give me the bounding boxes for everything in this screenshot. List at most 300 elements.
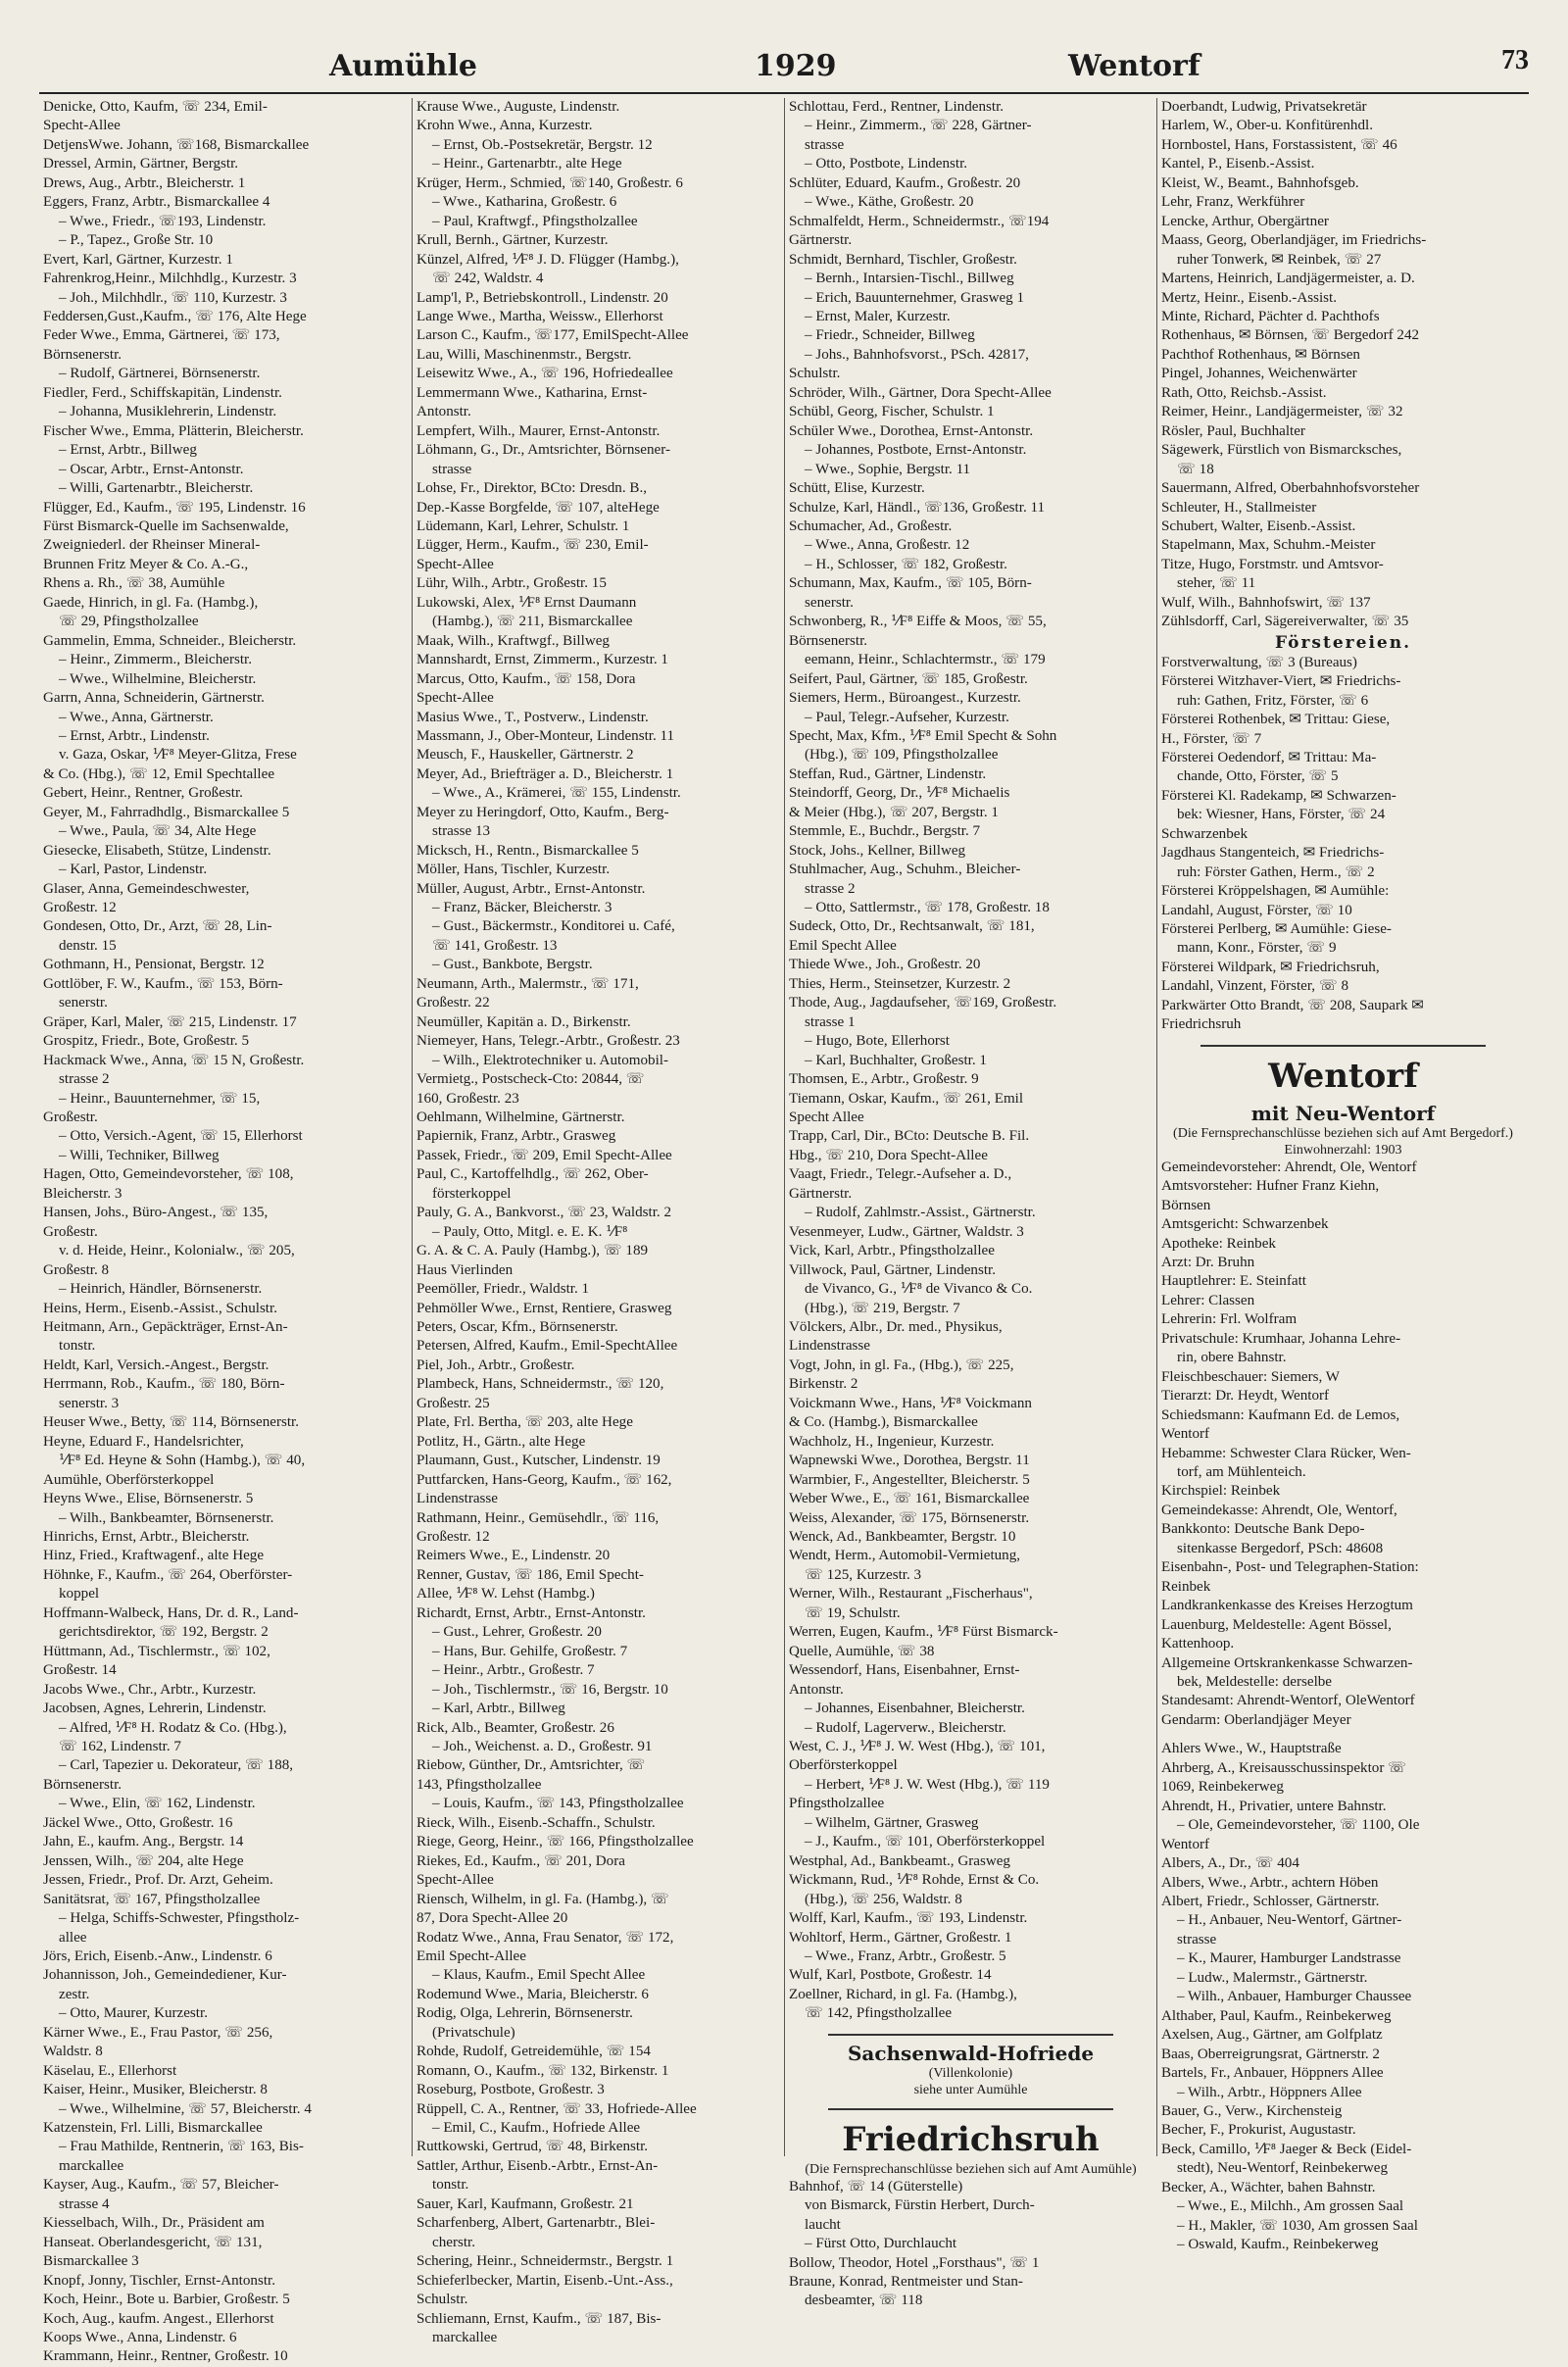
directory-entry: senerstr. 3: [59, 1395, 120, 1411]
directory-entry: Tierarzt: Dr. Heydt, Wentorf: [1161, 1388, 1330, 1405]
directory-entry: Romann, O., Kaufm., ☏ 132, Birkenstr. 1: [416, 2062, 669, 2079]
directory-entry: Sauer, Karl, Kaufmann, Großestr. 21: [416, 2195, 634, 2212]
directory-entry: v. d. Heide, Heinr., Kolonialw., ☏ 205,: [59, 1243, 295, 1259]
directory-entry: Schering, Heinr., Schneidermstr., Bergstr. 1: [416, 2253, 674, 2270]
directory-entry: Wentorf: [1161, 1836, 1210, 1852]
directory-entry: Börnsenerstr.: [789, 632, 868, 649]
directory-entry: DetjensWwe. Johann, ☏168, Bismarckallee: [43, 136, 310, 153]
directory-entry: Käselau, E., Ellerhorst: [43, 2062, 177, 2079]
directory-entry: – Karl, Arbtr., Billweg: [432, 1701, 565, 1717]
directory-entry: Antonstr.: [416, 404, 471, 420]
directory-entry: Reinbek: [1161, 1578, 1211, 1595]
directory-entry: – Johanna, Musiklehrerin, Lindenstr.: [59, 404, 277, 420]
directory-entry: Specht-Allee: [416, 690, 494, 707]
directory-entry: denstr. 15: [59, 937, 117, 954]
directory-entry: & Co. (Hbg.), ☏ 12, Emil Spechtallee: [43, 765, 275, 782]
directory-entry: Lühr, Wilh., Arbtr., Großestr. 15: [416, 575, 607, 592]
directory-entry: försterkoppel: [432, 1185, 512, 1202]
directory-entry: – Wwe., Katharina, Großestr. 6: [432, 194, 617, 211]
directory-entry: Kaiser, Heinr., Musiker, Bleicherstr. 8: [43, 2082, 268, 2098]
directory-entry: West, C. J., ⅟F⁸ J. W. West (Hbg.), ☏ 101,: [789, 1738, 1046, 1754]
directory-entry: Lempfert, Wilh., Maurer, Ernst-Antonstr.: [416, 422, 661, 439]
directory-entry: – Rudolf, Gärtnerei, Börnsenerstr.: [59, 366, 261, 382]
directory-entry: Specht, Max, Kfm., ⅟F⁸ Emil Specht & Sohn: [789, 727, 1057, 744]
directory-entry: Hornbostel, Hans, Forstassistent, ☏ 46: [1161, 136, 1397, 153]
directory-entry: Meyer, Ad., Briefträger a. D., Bleicherstr. 1: [416, 765, 674, 782]
section-title-friedrichsruh: Friedrichsruh: [842, 2119, 1100, 2159]
directory-entry: Kattenhoop.: [1161, 1636, 1235, 1652]
directory-entry: Krohn Wwe., Anna, Kurzestr.: [416, 118, 593, 134]
directory-entry: Plate, Frl. Bertha, ☏ 203, alte Hege: [416, 1414, 633, 1431]
directory-entry: steher, ☏ 11: [1177, 575, 1256, 592]
directory-entry: Löhmann, G., Dr., Amtsrichter, Börnsener-: [416, 442, 670, 459]
directory-entry: Thies, Herm., Steinsetzer, Kurzestr. 2: [789, 975, 1011, 992]
directory-entry: ☏ 29, Pfingstholzallee: [59, 614, 199, 630]
directory-entry: Rüppell, C. A., Rentner, ☏ 33, Hofriede-Allee: [416, 2100, 697, 2117]
directory-entry: Quelle, Aumühle, ☏ 38: [789, 1643, 935, 1659]
directory-entry: – Gust., Bankbote, Bergstr.: [432, 957, 593, 973]
directory-entry: Ahrendt, H., Privatier, untere Bahnstr.: [1161, 1798, 1387, 1814]
directory-entry: Werren, Eugen, Kaufm., ⅟F⁸ Fürst Bismarck-: [789, 1624, 1058, 1641]
directory-entry: Minte, Richard, Pächter d. Pachthofs: [1161, 308, 1380, 324]
directory-entry: Ruttkowski, Gertrud, ☏ 48, Birkenstr.: [416, 2139, 649, 2155]
directory-entry: Emil Specht Allee: [789, 937, 897, 954]
directory-entry: Scharfenberg, Albert, Gartenarbtr., Blei-: [416, 2215, 656, 2232]
directory-entry: (Hbg.), ☏ 256, Waldstr. 8: [805, 1891, 962, 1907]
directory-entry: Wickmann, Rud., ⅟F⁸ Rohde, Ernst & Co.: [789, 1872, 1040, 1889]
directory-entry: Schwonberg, R., ⅟F⁸ Eiffe & Moos, ☏ 55,: [789, 614, 1047, 630]
directory-entry: – Gust., Lehrer, Großestr. 20: [432, 1624, 602, 1641]
directory-entry: Schlüter, Eduard, Kaufm., Großestr. 20: [789, 174, 1021, 191]
section-note-friedrichsruh: (Die Fernsprechanschlüsse beziehen sich auf Amt Aumühle): [805, 2161, 1137, 2177]
directory-entry: Specht-Allee: [416, 556, 494, 572]
directory-entry: – Ernst, Ob.-Postsekretär, Bergstr. 12: [432, 136, 653, 153]
directory-entry: Krüger, Herm., Schmied, ☏140, Großestr. 6: [416, 174, 683, 191]
directory-entry: bek: Wiesner, Hans, Förster, ☏ 24: [1177, 807, 1386, 823]
directory-entry: Passek, Friedr., ☏ 209, Emil Specht-Allee: [416, 1147, 672, 1163]
directory-entry: Jacobsen, Agnes, Lehrerin, Lindenstr.: [43, 1701, 267, 1717]
directory-entry: Arzt: Dr. Bruhn: [1161, 1255, 1255, 1271]
directory-entry: tonstr.: [432, 2177, 469, 2194]
directory-entry: zestr.: [59, 1986, 90, 2002]
directory-entry: (Privatschule): [432, 2024, 515, 2041]
directory-entry: Kirchspiel: Reinbek: [1161, 1483, 1281, 1500]
directory-entry: Wentorf: [1161, 1426, 1210, 1443]
section-title-sachsenwald: Sachsenwald-Hofriede: [847, 2041, 1095, 2065]
directory-entry: – Oscar, Arbtr., Ernst-Antonstr.: [59, 461, 244, 477]
directory-entry: Gemeindevorsteher: Ahrendt, Ole, Wentorf: [1161, 1159, 1417, 1175]
directory-entry: gerichtsdirektor, ☏ 192, Bergstr. 2: [59, 1624, 269, 1641]
directory-entry: – Wwe., A., Krämerei, ☏ 155, Lindenstr.: [432, 785, 681, 802]
directory-entry: Steffan, Rud., Gärtner, Lindenstr.: [789, 765, 987, 782]
directory-entry: Hebamme: Schwester Clara Rücker, Wen-: [1161, 1445, 1411, 1461]
directory-entry: – Friedr., Schneider, Billweg: [805, 327, 975, 344]
directory-entry: Großestr. 22: [416, 995, 490, 1011]
directory-entry: Rathmann, Heinr., Gemüsehdlr., ☏ 116,: [416, 1509, 660, 1526]
directory-entry: Landahl, August, Förster, ☏ 10: [1161, 902, 1352, 918]
directory-entry: Micksch, H., Rentn., Bismarckallee 5: [416, 842, 639, 859]
directory-entry: Großestr. 12: [43, 900, 117, 916]
directory-entry: – Wwe., Anna, Gärtnerstr.: [59, 709, 214, 725]
directory-entry: Lauenburg, Meldestelle: Agent Bössel,: [1161, 1616, 1392, 1633]
section-divider: [828, 2034, 1113, 2036]
directory-entry: Maak, Wilh., Kraftwgf., Billweg: [416, 632, 610, 649]
directory-entry: Rath, Otto, Reichsb.-Assist.: [1161, 384, 1327, 401]
directory-entry: rin, obere Bahnstr.: [1177, 1350, 1287, 1366]
directory-entry: Zoellner, Richard, in gl. Fa. (Hambg.),: [789, 1986, 1017, 2002]
directory-entry: – Wwe., E., Milchh., Am grossen Saal: [1177, 2198, 1404, 2215]
directory-entry: Vermietg., Postscheck-Cto: 20844, ☏: [416, 1071, 645, 1088]
directory-entry: strasse: [1177, 1931, 1217, 1948]
directory-entry: Emil Specht-Allee: [416, 1948, 526, 1964]
directory-entry: Hansen, Johs., Büro-Angest., ☏ 135,: [43, 1205, 269, 1221]
directory-entry: ☏ 19, Schulstr.: [805, 1604, 901, 1621]
directory-entry: ☏ 141, Großestr. 13: [432, 937, 558, 954]
directory-entry: Schumacher, Ad., Großestr.: [789, 518, 953, 534]
directory-entry: ☏ 18: [1177, 461, 1214, 477]
directory-entry: Großestr.: [43, 1223, 98, 1240]
column-4: [1156, 98, 1529, 2253]
directory-entry: Bankkonto: Deutsche Bank Depo-: [1161, 1521, 1365, 1538]
directory-entry: Massmann, J., Ober-Monteur, Lindenstr. 11: [416, 727, 675, 744]
directory-entry: Schulze, Karl, Händl., ☏136, Großestr. 11: [789, 499, 1046, 516]
directory-entry: Riensch, Wilhelm, in gl. Fa. (Hambg.), ☏: [416, 1891, 669, 1907]
directory-entry: – Joh., Weichenst. a. D., Großestr. 91: [432, 1738, 653, 1754]
directory-entry: – H., Anbauer, Neu-Wentorf, Gärtner-: [1177, 1912, 1402, 1929]
directory-entry: – Willi, Techniker, Billweg: [59, 1147, 220, 1163]
directory-entry: Vesenmeyer, Ludw., Gärtner, Waldstr. 3: [789, 1223, 1024, 1240]
directory-entry: Jörs, Erich, Eisenb.-Anw., Lindenstr. 6: [43, 1948, 272, 1964]
directory-entry: Flügger, Ed., Kaufm., ☏ 195, Lindenstr. 16: [43, 499, 306, 516]
directory-entry: – Wwe., Wilhelmine, ☏ 57, Bleicherstr. 4: [59, 2100, 312, 2117]
directory-entry: Standesamt: Ahrendt-Wentorf, OleWentorf: [1161, 1693, 1415, 1709]
directory-entry: Koops Wwe., Anna, Lindenstr. 6: [43, 2330, 237, 2346]
directory-entry: Axelsen, Aug., Gärtner, am Golfplatz: [1161, 2027, 1383, 2044]
directory-entry: Gärtnerstr.: [789, 1185, 853, 1202]
directory-entry: Zweigniederl. der Rheinser Mineral-: [43, 537, 261, 554]
directory-entry: 87, Dora Specht-Allee 20: [416, 1910, 568, 1927]
directory-entry: Rodatz Wwe., Anna, Frau Senator, ☏ 172,: [416, 1929, 674, 1946]
directory-entry: Larson C., Kaufm., ☏177, EmilSpecht-Allee: [416, 327, 689, 344]
directory-entry: Weber Wwe., E., ☏ 161, Bismarckallee: [789, 1491, 1030, 1507]
directory-entry: Schieferlbecker, Martin, Eisenb.-Unt.-Ass.,: [416, 2272, 673, 2289]
directory-entry: Völckers, Albr., Dr. med., Physikus,: [789, 1319, 1003, 1335]
directory-entry: Lohse, Fr., Direktor, BCto: Dresdn. B.,: [416, 480, 648, 497]
directory-entry: Wessendorf, Hans, Eisenbahner, Ernst-: [789, 1662, 1020, 1679]
directory-entry: Stemmle, E., Buchdr., Bergstr. 7: [789, 823, 981, 840]
directory-entry: Sudeck, Otto, Dr., Rechtsanwalt, ☏ 181,: [789, 918, 1035, 935]
section-title-wentorf: Wentorf: [1268, 1056, 1418, 1096]
directory-entry: 160, Großestr. 23: [416, 1090, 519, 1107]
directory-entry: – Heinr., Gartenarbtr., alte Hege: [432, 156, 622, 173]
directory-entry: – Ole, Gemeindevorsteher, ☏ 1100, Ole: [1177, 1817, 1420, 1834]
directory-entry: bek, Meldestelle: derselbe: [1177, 1673, 1333, 1690]
directory-entry: Schulstr.: [789, 366, 841, 382]
directory-entry: Koch, Aug., kaufm. Angest., Ellerhorst: [43, 2310, 274, 2327]
directory-entry: Specht-Allee: [416, 1872, 494, 1889]
directory-entry: Landahl, Vinzent, Förster, ☏ 8: [1161, 978, 1349, 995]
directory-entry: Feddersen,Gust.,Kaufm., ☏ 176, Alte Hege: [43, 308, 307, 324]
directory-entry: Wenck, Ad., Bankbeamter, Bergstr. 10: [789, 1528, 1016, 1545]
directory-entry: Sanitätsrat, ☏ 167, Pfingstholzallee: [43, 1891, 261, 1907]
directory-entry: Dressel, Armin, Gärtner, Bergstr.: [43, 156, 239, 173]
directory-entry: Werner, Wilh., Restaurant „Fischerhaus",: [789, 1586, 1033, 1603]
directory-entry: Großestr. 12: [416, 1528, 490, 1545]
directory-entry: Schüler Wwe., Dorothea, Ernst-Antonstr.: [789, 422, 1034, 439]
directory-entry: & Co. (Hambg.), Bismarckallee: [789, 1414, 978, 1431]
directory-entry: Großestr. 8: [43, 1261, 110, 1278]
directory-entry: – Willi, Gartenarbtr., Bleicherstr.: [59, 480, 254, 497]
header-left-placename: Aumühle: [329, 49, 477, 83]
directory-entry: Lüdemann, Karl, Lehrer, Schulstr. 1: [416, 518, 630, 534]
directory-entry: Schulstr.: [416, 2292, 468, 2308]
directory-entry: – Paul, Telegr.-Aufseher, Kurzestr.: [805, 709, 1009, 725]
directory-entry: de Vivanco, G., ⅟F⁸ de Vivanco & Co.: [805, 1281, 1033, 1298]
directory-entry: Großestr.: [43, 1110, 98, 1126]
directory-entry: Geyer, M., Fahrradhdlg., Bismarckallee 5: [43, 804, 290, 820]
directory-entry: – Frau Mathilde, Rentnerin, ☏ 163, Bis-: [59, 2139, 304, 2155]
directory-entry: Denicke, Otto, Kaufm, ☏ 234, Emil-: [43, 99, 268, 115]
directory-entry: Hoffmann-Walbeck, Hans, Dr. d. R., Land-: [43, 1604, 299, 1621]
directory-entry: ☏ 162, Lindenstr. 7: [59, 1738, 181, 1754]
directory-entry: Gemeindekasse: Ahrendt, Ole, Wentorf,: [1161, 1502, 1397, 1518]
directory-entry: Weiss, Alexander, ☏ 175, Börnsenerstr.: [789, 1509, 1030, 1526]
directory-entry: – Klaus, Kaufm., Emil Specht Allee: [432, 1967, 646, 1984]
directory-entry: – Pauly, Otto, Mitgl. e. E. K. ⅟F⁸: [432, 1223, 628, 1240]
directory-entry: Krull, Bernh., Gärtner, Kurzestr.: [416, 232, 609, 249]
directory-entry: Jahn, E., kaufm. Ang., Bergstr. 14: [43, 1834, 244, 1850]
directory-entry: strasse: [432, 461, 472, 477]
column-3-entries: [789, 98, 1152, 2024]
directory-entry: Apotheke: Reinbek: [1161, 1235, 1276, 1252]
directory-entry: Vogt, John, in gl. Fa., (Hbg.), ☏ 225,: [789, 1356, 1014, 1373]
directory-entry: – Wwe., Käthe, Großestr. 20: [805, 194, 974, 211]
directory-entry: – Wwe., Wilhelmine, Bleicherstr.: [59, 670, 257, 687]
directory-entry: – Ernst, Arbtr., Lindenstr.: [59, 727, 210, 744]
directory-entry: Sattler, Arthur, Eisenb.-Arbtr., Ernst-An-: [416, 2157, 659, 2174]
directory-entry: Gammelin, Emma, Schneider., Bleicherstr.: [43, 632, 297, 649]
directory-entry: Aumühle, Oberförsterkoppel: [43, 1471, 215, 1488]
directory-entry: Herrmann, Rob., Kaufm., ☏ 180, Börn-: [43, 1376, 285, 1393]
directory-entry: Piel, Joh., Arbtr., Großestr.: [416, 1356, 575, 1373]
directory-entry: Harlem, W., Ober-u. Konfitürenhdl.: [1161, 118, 1373, 134]
directory-entry: Baas, Oberreigrungsrat, Gärtnerstr. 2: [1161, 2046, 1380, 2062]
directory-entry: – Ernst, Maler, Kurzestr.: [805, 308, 951, 324]
directory-entry: Jäckel Wwe., Otto, Großestr. 16: [43, 1814, 233, 1831]
directory-entry: Oehlmann, Wilhelmine, Gärtnerstr.: [416, 1110, 625, 1126]
directory-entry: Parkwärter Otto Brandt, ☏ 208, Saupark ✉: [1161, 997, 1424, 1013]
directory-entry: Meyer zu Heringdorf, Otto, Kaufm., Berg-: [416, 804, 669, 820]
directory-entry: Ahlers Wwe., W., Hauptstraße: [1161, 1741, 1342, 1757]
directory-entry: Rhens a. Rh., ☏ 38, Aumühle: [43, 575, 225, 592]
directory-entry: – Herbert, ⅟F⁸ J. W. West (Hbg.), ☏ 119: [805, 1776, 1050, 1793]
directory-entry: Vaagt, Friedr., Telegr.-Aufseher a. D.,: [789, 1166, 1012, 1183]
directory-entry: – Rudolf, Zahlmstr.-Assist., Gärtnerstr.: [805, 1205, 1036, 1221]
directory-entry: – Ludw., Malermstr., Gärtnerstr.: [1177, 1969, 1368, 1986]
directory-entry: Lehr, Franz, Werkführer: [1161, 194, 1305, 211]
directory-entry: Privatschule: Krumhaar, Johanna Lehre-: [1161, 1330, 1401, 1347]
directory-entry: – Wilh., Arbtr., Höppners Allee: [1177, 2084, 1362, 2100]
directory-entry: Ahrberg, A., Kreisausschussinspektor ☏: [1161, 1759, 1407, 1776]
directory-entry: Hüttmann, Ad., Tischlermstr., ☏ 102,: [43, 1643, 270, 1659]
directory-entry: Gaede, Hinrich, in gl. Fa. (Hambg.),: [43, 594, 259, 611]
directory-entry: eemann, Heinr., Schlachtermstr., ☏ 179: [805, 652, 1046, 668]
columns: [39, 98, 1529, 2365]
section-divider: [1200, 1045, 1486, 1047]
directory-entry: strasse 4: [59, 2195, 110, 2212]
column-2: [412, 98, 784, 2346]
directory-entry: Bartels, Fr., Anbauer, Höppners Allee: [1161, 2065, 1384, 2082]
directory-entry: ☏ 125, Kurzestr. 3: [805, 1566, 922, 1583]
directory-entry: sitenkasse Bergedorf, PSch: 48608: [1177, 1540, 1384, 1556]
section-note-sachsenwald: siehe unter Aumühle: [913, 2082, 1028, 2097]
directory-entry: Trapp, Carl, Dir., BCto: Deutsche B. Fil.: [789, 1128, 1030, 1145]
directory-entry: ruh: Förster Gathen, Herm., ☏ 2: [1177, 863, 1375, 880]
directory-entry: Vick, Karl, Arbtr., Pfingstholzallee: [789, 1243, 995, 1259]
directory-entry: ruher Tonwerk, ✉ Reinbek, ☏ 27: [1177, 251, 1382, 268]
directory-entry: Heyne, Eduard F., Handelsrichter,: [43, 1433, 244, 1450]
directory-entry: Petersen, Alfred, Kaufm., Emil-SpechtAllee: [416, 1338, 678, 1355]
directory-entry: marckallee: [59, 2157, 124, 2174]
directory-entry: Richardt, Ernst, Arbtr., Ernst-Antonstr.: [416, 1604, 646, 1621]
directory-entry: 1069, Reinbekerweg: [1161, 1779, 1284, 1796]
directory-entry: – Heinr., Zimmerm., Bleicherstr.: [59, 652, 253, 668]
directory-entry: Bollow, Theodor, Hotel „Forsthaus", ☏ 1: [789, 2254, 1040, 2271]
directory-entry: Schütt, Elise, Kurzestr.: [789, 480, 925, 497]
friedrichsruh-entries: [789, 2178, 1152, 2311]
directory-entry: Lau, Willi, Maschinenmstr., Bergstr.: [416, 346, 632, 363]
directory-entry: – Wilh., Elektrotechniker u. Automobil-: [432, 1052, 668, 1068]
directory-entry: Maass, Georg, Oberlandjäger, im Friedrichs-: [1161, 232, 1427, 249]
directory-entry: Pauly, G. A., Bankvorst., ☏ 23, Waldstr. 2: [416, 1205, 671, 1221]
directory-entry: Steindorff, Georg, Dr., ⅟F⁸ Michaelis: [789, 785, 1010, 802]
section-subtitle-sachsenwald: (Villenkolonie): [928, 2065, 1013, 2081]
wentorf-entries: [1161, 1159, 1525, 2255]
directory-entry: Gothmann, H., Pensionat, Bergstr. 12: [43, 957, 265, 973]
directory-entry: Kärner Wwe., E., Frau Pastor, ☏ 256,: [43, 2024, 273, 2041]
section-divider: [828, 2108, 1113, 2110]
directory-entry: – Fürst Otto, Durchlaucht: [805, 2236, 957, 2252]
directory-entry: Westphal, Ad., Bankbeamt., Grasweg: [789, 1852, 1010, 1869]
directory-entry: Großestr. 14: [43, 1662, 117, 1679]
directory-entry: mann, Konr., Förster, ☏ 9: [1177, 940, 1337, 957]
directory-entry: strasse: [805, 136, 845, 153]
directory-entry: Börnsenerstr.: [43, 1776, 122, 1793]
directory-entry: – Wilh., Bankbeamter, Börnsenerstr.: [59, 1509, 274, 1526]
directory-entry: Stapelmann, Max, Schuhm.-Meister: [1161, 537, 1376, 554]
directory-entry: Birkenstr. 2: [789, 1376, 858, 1393]
directory-entry: – Hans, Bur. Gehilfe, Großestr. 7: [432, 1643, 628, 1659]
directory-entry: – Bernh., Intarsien-Tischl., Billweg: [805, 271, 1014, 287]
directory-entry: – Otto, Maurer, Kurzestr.: [59, 2005, 208, 2022]
directory-entry: Schwarzenbek: [1161, 825, 1249, 842]
directory-entry: Friedrichsruh: [1161, 1016, 1242, 1033]
directory-entry: Riekes, Ed., Kaufm., ☏ 201, Dora: [416, 1852, 625, 1869]
directory-entry: Braune, Konrad, Rentmeister und Stan-: [789, 2274, 1023, 2291]
directory-entry: Jessen, Friedr., Prof. Dr. Arzt, Geheim.: [43, 1872, 273, 1889]
directory-entry: Krause Wwe., Auguste, Lindenstr.: [416, 99, 620, 115]
directory-entry: Eggers, Franz, Arbtr., Bismarckallee 4: [43, 194, 270, 211]
directory-entry: G. A. & C. A. Pauly (Hambg.), ☏ 189: [416, 1243, 649, 1259]
page-number: 73: [1501, 45, 1529, 75]
directory-entry: Pehmöller Wwe., Ernst, Rentiere, Grasweg: [416, 1300, 672, 1316]
directory-entry: Allee, ⅟F⁸ W. Lehst (Hambg.): [416, 1586, 595, 1603]
directory-entry: Lindenstrasse: [416, 1491, 498, 1507]
directory-entry: – Paul, Kraftwgf., Pfingstholzallee: [432, 213, 638, 229]
directory-entry: Hanseat. Oberlandesgericht, ☏ 131,: [43, 2234, 263, 2250]
directory-entry: – H., Makler, ☏ 1030, Am grossen Saal: [1177, 2217, 1418, 2234]
directory-entry: desbeamter, ☏ 118: [805, 2293, 923, 2309]
directory-entry: Heldt, Karl, Versich.-Angest., Bergstr.: [43, 1356, 270, 1373]
directory-entry: Becher, F., Prokurist, Augustastr.: [1161, 2122, 1356, 2139]
directory-entry: Brunnen Fritz Meyer & Co. A.-G.,: [43, 556, 249, 572]
directory-entry: Papiernik, Franz, Arbtr., Grasweg: [416, 1128, 616, 1145]
directory-entry: Bismarckallee 3: [43, 2253, 139, 2270]
directory-entry: Specht-Allee: [43, 118, 121, 134]
directory-entry: – Heinr., Zimmerm., ☏ 228, Gärtner-: [805, 118, 1032, 134]
directory-entry: Gebert, Heinr., Rentner, Großestr.: [43, 785, 243, 802]
directory-entry: Heyns Wwe., Elise, Börnsenerstr. 5: [43, 1491, 254, 1507]
column-4-entries: [1161, 98, 1525, 632]
directory-entry: Plambeck, Hans, Schneidermstr., ☏ 120,: [416, 1376, 664, 1393]
directory-entry: strasse 1: [805, 1013, 856, 1030]
directory-entry: Leisewitz Wwe., A., ☏ 196, Hofriedeallee: [416, 366, 673, 382]
directory-entry: Niemeyer, Hans, Telegr.-Arbtr., Großestr. 23: [416, 1033, 680, 1050]
directory-entry: Kiesselbach, Wilh., Dr., Präsident am: [43, 2215, 265, 2232]
directory-entry: – Otto, Postbote, Lindenstr.: [805, 156, 968, 173]
directory-entry: Wohltorf, Herm., Gärtner, Großestr. 1: [789, 1929, 1012, 1946]
directory-entry: Schröder, Wilh., Gärtner, Dora Specht-Allee: [789, 384, 1052, 401]
directory-entry: Rohde, Rudolf, Getreidemühle, ☏ 154: [416, 2044, 651, 2060]
directory-entry: Puttfarcken, Hans-Georg, Kaufm., ☏ 162,: [416, 1471, 672, 1488]
directory-entry: torf, am Mühlenteich.: [1177, 1464, 1306, 1480]
directory-entry: Schleuter, H., Stallmeister: [1161, 499, 1317, 516]
directory-entry: Johannisson, Joh., Gemeindediener, Kur-: [43, 1967, 287, 1984]
directory-entry: Thomsen, E., Arbtr., Großestr. 9: [789, 1071, 979, 1088]
directory-entry: Eisenbahn-, Post- und Telegraphen-Station:: [1161, 1559, 1419, 1576]
header-right-placename: Wentorf: [1068, 49, 1200, 83]
directory-entry: – Wwe., Franz, Arbtr., Großestr. 5: [805, 1948, 1006, 1964]
directory-entry: Bleicherstr. 3: [43, 1185, 122, 1202]
directory-entry: Dep.-Kasse Borgfelde, ☏ 107, alteHege: [416, 499, 660, 516]
directory-entry: Schmalfeldt, Herm., Schneidermstr., ☏194: [789, 213, 1050, 229]
directory-entry: Neumann, Arth., Malermstr., ☏ 171,: [416, 975, 639, 992]
directory-entry: Hinz, Fried., Kraftwagenf., alte Hege: [43, 1548, 265, 1564]
directory-entry: Stock, Johs., Kellner, Billweg: [789, 842, 966, 859]
directory-entry: Jacobs Wwe., Chr., Arbtr., Kurzestr.: [43, 1681, 257, 1698]
directory-entry: – Oswald, Kaufm., Reinbekerweg: [1177, 2237, 1379, 2253]
directory-entry: Wulf, Karl, Postbote, Großestr. 14: [789, 1967, 992, 1984]
directory-entry: Rodig, Olga, Lehrerin, Börnsenerstr.: [416, 2005, 633, 2022]
directory-entry: Bauer, G., Verw., Kirchensteig: [1161, 2102, 1343, 2119]
directory-entry: Lamp'l, P., Betriebskontroll., Lindenstr. 20: [416, 289, 668, 306]
directory-entry: Jenssen, Wilh., ☏ 204, alte Hege: [43, 1852, 244, 1869]
directory-entry: – Johannes, Postbote, Ernst-Antonstr.: [805, 442, 1027, 459]
directory-entry: Thiede Wwe., Joh., Großestr. 20: [789, 957, 981, 973]
directory-entry: Grospitz, Friedr., Bote, Großestr. 5: [43, 1033, 250, 1050]
directory-entry: Giesecke, Elisabeth, Stütze, Lindenstr.: [43, 842, 271, 859]
directory-entry: Hbg., ☏ 210, Dora Specht-Allee: [789, 1147, 988, 1163]
directory-entry: – Wwe., Paula, ☏ 34, Alte Hege: [59, 823, 257, 840]
directory-entry: Kantel, P., Eisenb.-Assist.: [1161, 156, 1315, 173]
directory-entry: – Otto, Sattlermstr., ☏ 178, Großestr. 18: [805, 900, 1050, 916]
directory-entry: – Hugo, Bote, Ellerhorst: [805, 1033, 950, 1050]
directory-entry: Paul, C., Kartoffelhdlg., ☏ 262, Ober-: [416, 1166, 649, 1183]
directory-entry: Sägewerk, Fürstlich von Bismarcksches,: [1161, 442, 1402, 459]
directory-entry: Pfingstholzallee: [789, 1796, 885, 1812]
directory-entry: – Wilh., Anbauer, Hamburger Chaussee: [1177, 1989, 1412, 2005]
directory-entry: Mannshardt, Ernst, Zimmerm., Kurzestr. 1: [416, 652, 668, 668]
